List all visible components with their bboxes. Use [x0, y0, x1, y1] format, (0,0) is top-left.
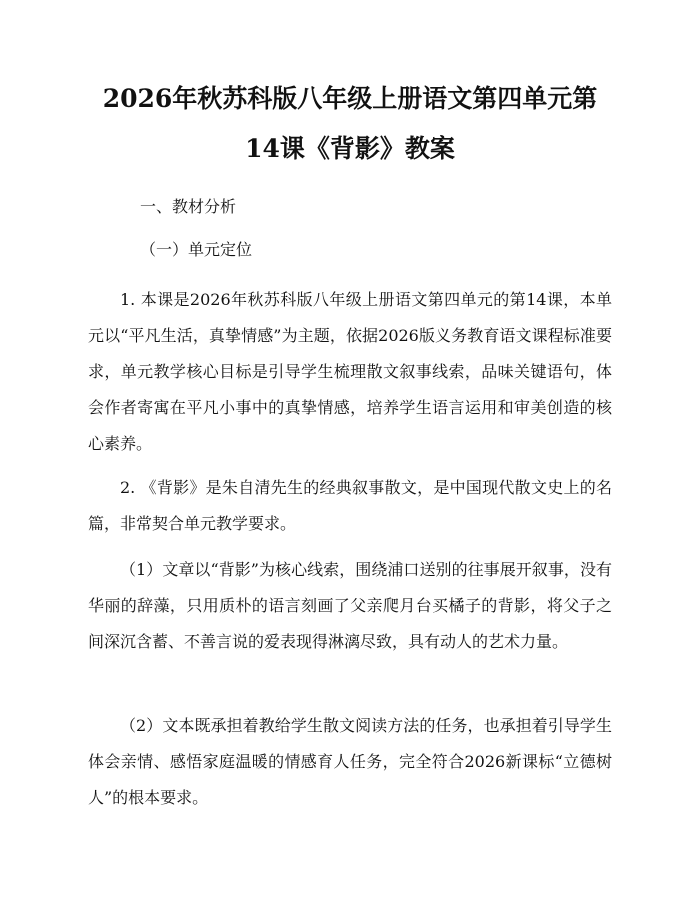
- paragraph-4: （2）文本既承担着教给学生散文阅读方法的任务，也承担着引导学生体会亲情、感悟家庭温暖的情感育人任务，完全符合2026新课标“立德树人”的根本要求。: [88, 716, 612, 807]
- document-title-line-2: 14课《背影》教案: [245, 134, 455, 163]
- subsection-heading: （一）单元定位: [140, 240, 253, 259]
- paragraph-2: 2. 《背影》是朱自清先生的经典叙事散文，是中国现代散文史上的名篇，非常契合单元教学要求。: [88, 478, 612, 533]
- paragraph-1: 1. 本课是2026年秋苏科版八年级上册语文第四单元的第14课，本单元以“平凡生活，真挚情感”为主题，依据2026版义务教育语文课程标准要求，单元教学核心目标是引导学生梳理散文叙事线索，品味关键语句，体会作者寄寓在平凡小事中的真挚情感，培养学生语言运用和审美创造的核心素养。: [88, 290, 612, 453]
- section-heading: 一、教材分析: [140, 197, 237, 216]
- document-title-line-1: 2026年秋苏科版八年级上册语文第四单元第: [102, 84, 598, 113]
- paragraph-3: （1）文章以“背影”为核心线索，围绕浦口送别的往事展开叙事，没有华丽的辞藻，只用质朴的语言刻画了父亲爬月台买橘子的背影，将父子之间深沉含蓄、不善言说的爱表现得淋漓尽致，具有动人的艺术力量。: [88, 560, 612, 651]
